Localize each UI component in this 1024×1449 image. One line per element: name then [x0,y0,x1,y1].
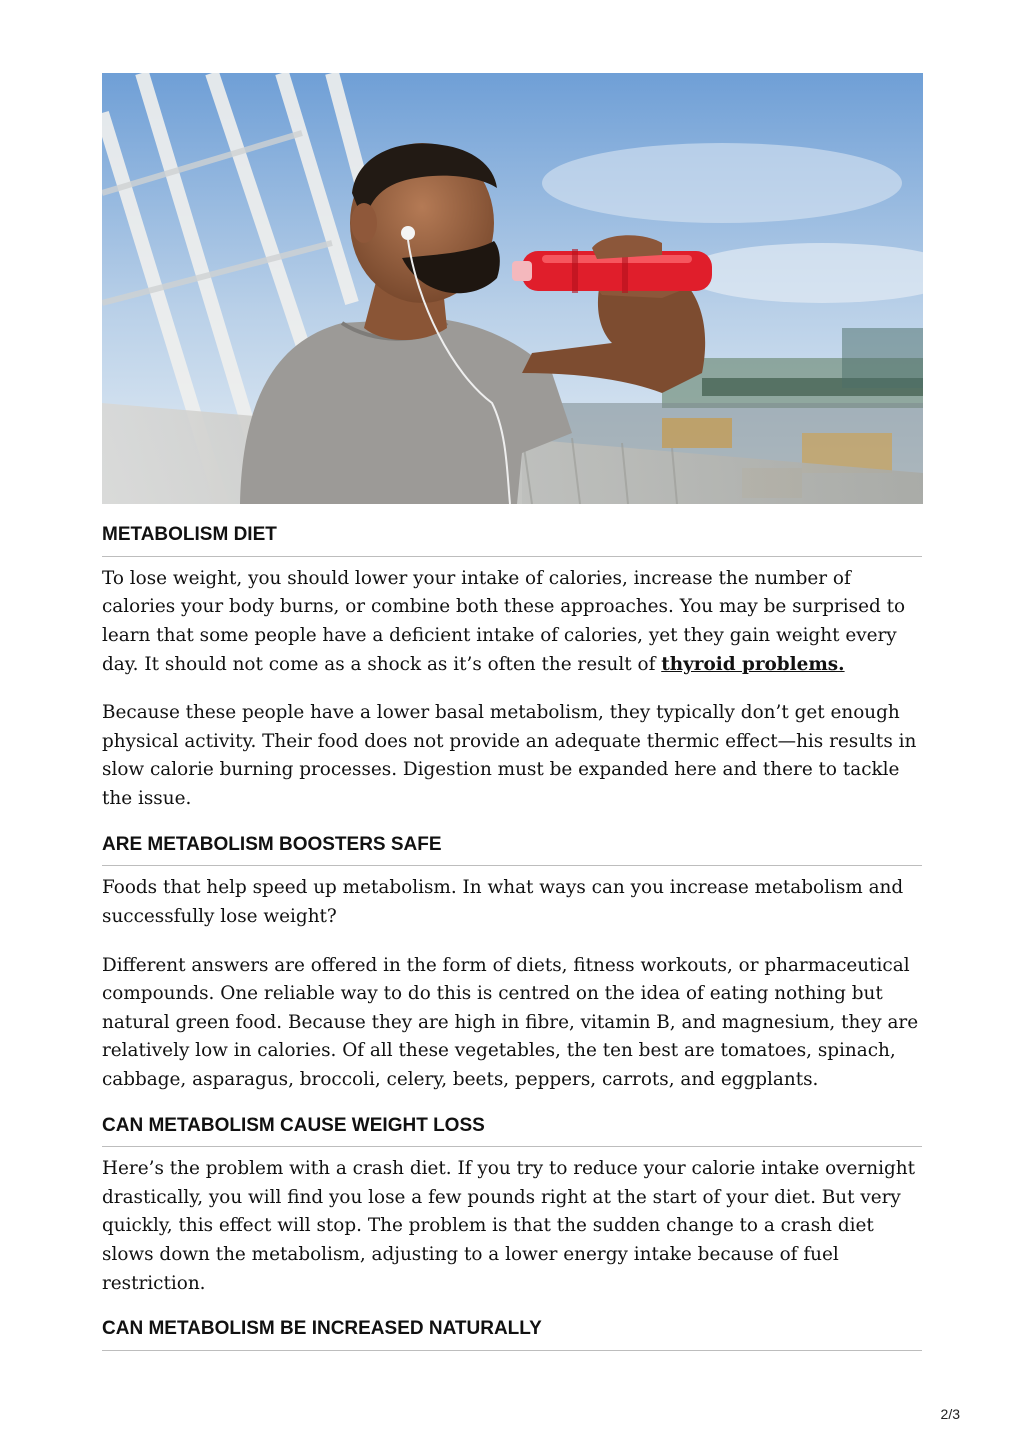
thyroid-problems-link[interactable]: thyroid problems. [661,653,845,675]
section-weight-loss [102,1115,922,1299]
paragraph-text: To lose weight, you should lower your intake of calories, increase the number of calories your body burns, or combine both these approaches. You may be surprised to learn that some people have a deficient intake of calories, yet they gain weight every day. It should not come as a shock as it’s often the result of [102,567,906,675]
paragraph: Because these people have a lower basal metabolism, they typically don’t get enough physical activity. Their food does not provide an adequate thermic effect—his results in slow calorie burning processes. Digestion must be expanded here and there to tackle the issue. [102,702,917,809]
article-content [102,524,922,1351]
paragraph: Foods that help speed up metabolism. In what ways can you increase metabolism and successfully lose weight? [102,877,904,927]
section-heading: METABOLISM DIET [102,524,922,557]
hero-photo-man-drinking [102,73,923,504]
section-heading: CAN METABOLISM CAUSE WEIGHT LOSS [102,1115,922,1148]
page-number: 2/3 [940,1406,960,1422]
paragraph [102,565,922,679]
paragraph: Different answers are offered in the form of diets, fitness workouts, or pharmaceutical compounds. One reliable way to do this is centred on the idea of eating nothing but natural green food. Because they are high in fibre, vitamin B, and magnesium, they are relatively low in calories. Of all these vegetables, the ten best are tomatoes, spinach, cabbage, asparagus, broccoli, celery, beets, peppers, carrots, and eggplants. [102,954,919,1090]
section-metabolism-diet [102,524,922,814]
section-metabolism-boosters [102,834,922,1095]
section-heading: ARE METABOLISM BOOSTERS SAFE [102,834,922,867]
section-increase-naturally [102,1318,922,1351]
section-heading: CAN METABOLISM BE INCREASED NATURALLY [102,1318,922,1351]
paragraph: Here’s the problem with a crash diet. If you try to reduce your calorie intake overnight drastically, you will find you lose a few pounds right at the start of your diet. But very quickly, this effect will stop. The problem is that the sudden change to a crash diet slows down the metabolism, adjusting to a lower energy intake because of fuel restriction. [102,1158,915,1294]
